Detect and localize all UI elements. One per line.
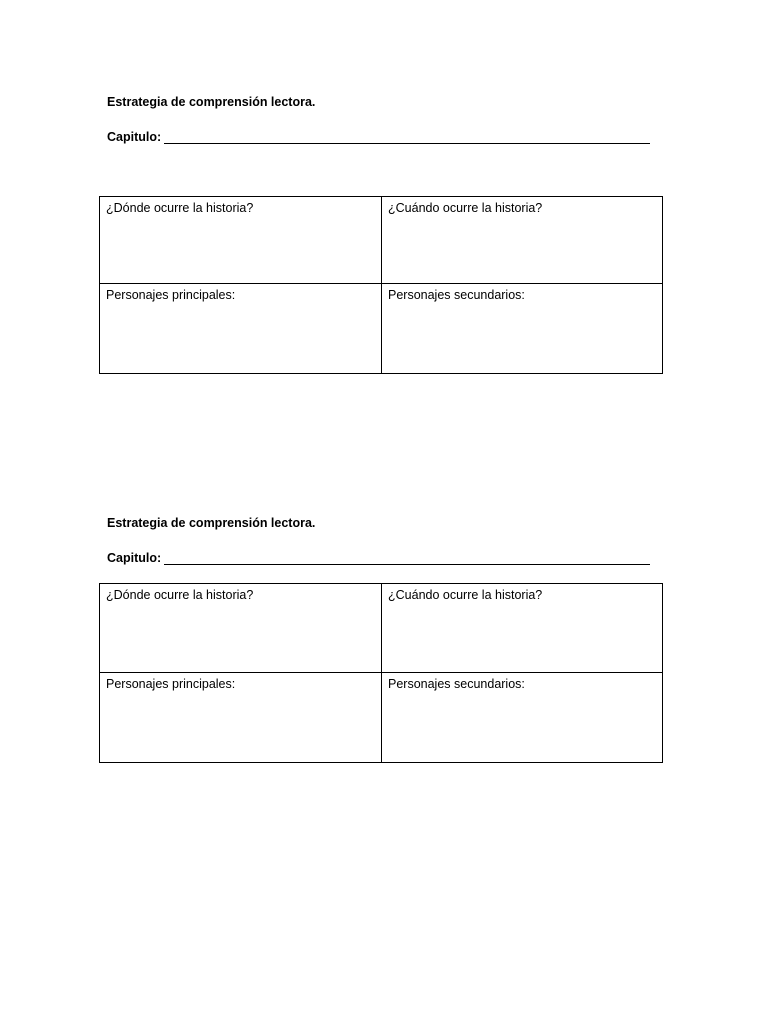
chapter-label: Capitulo:: [107, 551, 162, 565]
worksheet-title: Estrategia de comprensión lectora.: [107, 95, 316, 109]
where-cell[interactable]: ¿Dónde ocurre la historia?: [100, 197, 382, 284]
table-row: [100, 673, 663, 763]
when-cell[interactable]: ¿Cuándo ocurre la historia?: [382, 197, 663, 284]
main-characters-cell[interactable]: Personajes principales:: [100, 673, 382, 763]
secondary-characters-cell[interactable]: Personajes secundarios:: [382, 284, 663, 374]
table-row: [100, 584, 663, 673]
chapter-label: Capitulo:: [107, 130, 162, 144]
worksheet-title: Estrategia de comprensión lectora.: [107, 516, 316, 530]
table-row: [100, 197, 663, 284]
when-cell[interactable]: ¿Cuándo ocurre la historia?: [382, 584, 663, 673]
chapter-blank-line[interactable]: [164, 143, 650, 144]
main-characters-cell[interactable]: Personajes principales:: [100, 284, 382, 374]
secondary-characters-cell[interactable]: Personajes secundarios:: [382, 673, 663, 763]
chapter-blank-line[interactable]: [164, 564, 650, 565]
story-elements-table: [99, 583, 663, 763]
table-row: [100, 284, 663, 374]
where-cell[interactable]: ¿Dónde ocurre la historia?: [100, 584, 382, 673]
story-elements-table: [99, 196, 663, 374]
